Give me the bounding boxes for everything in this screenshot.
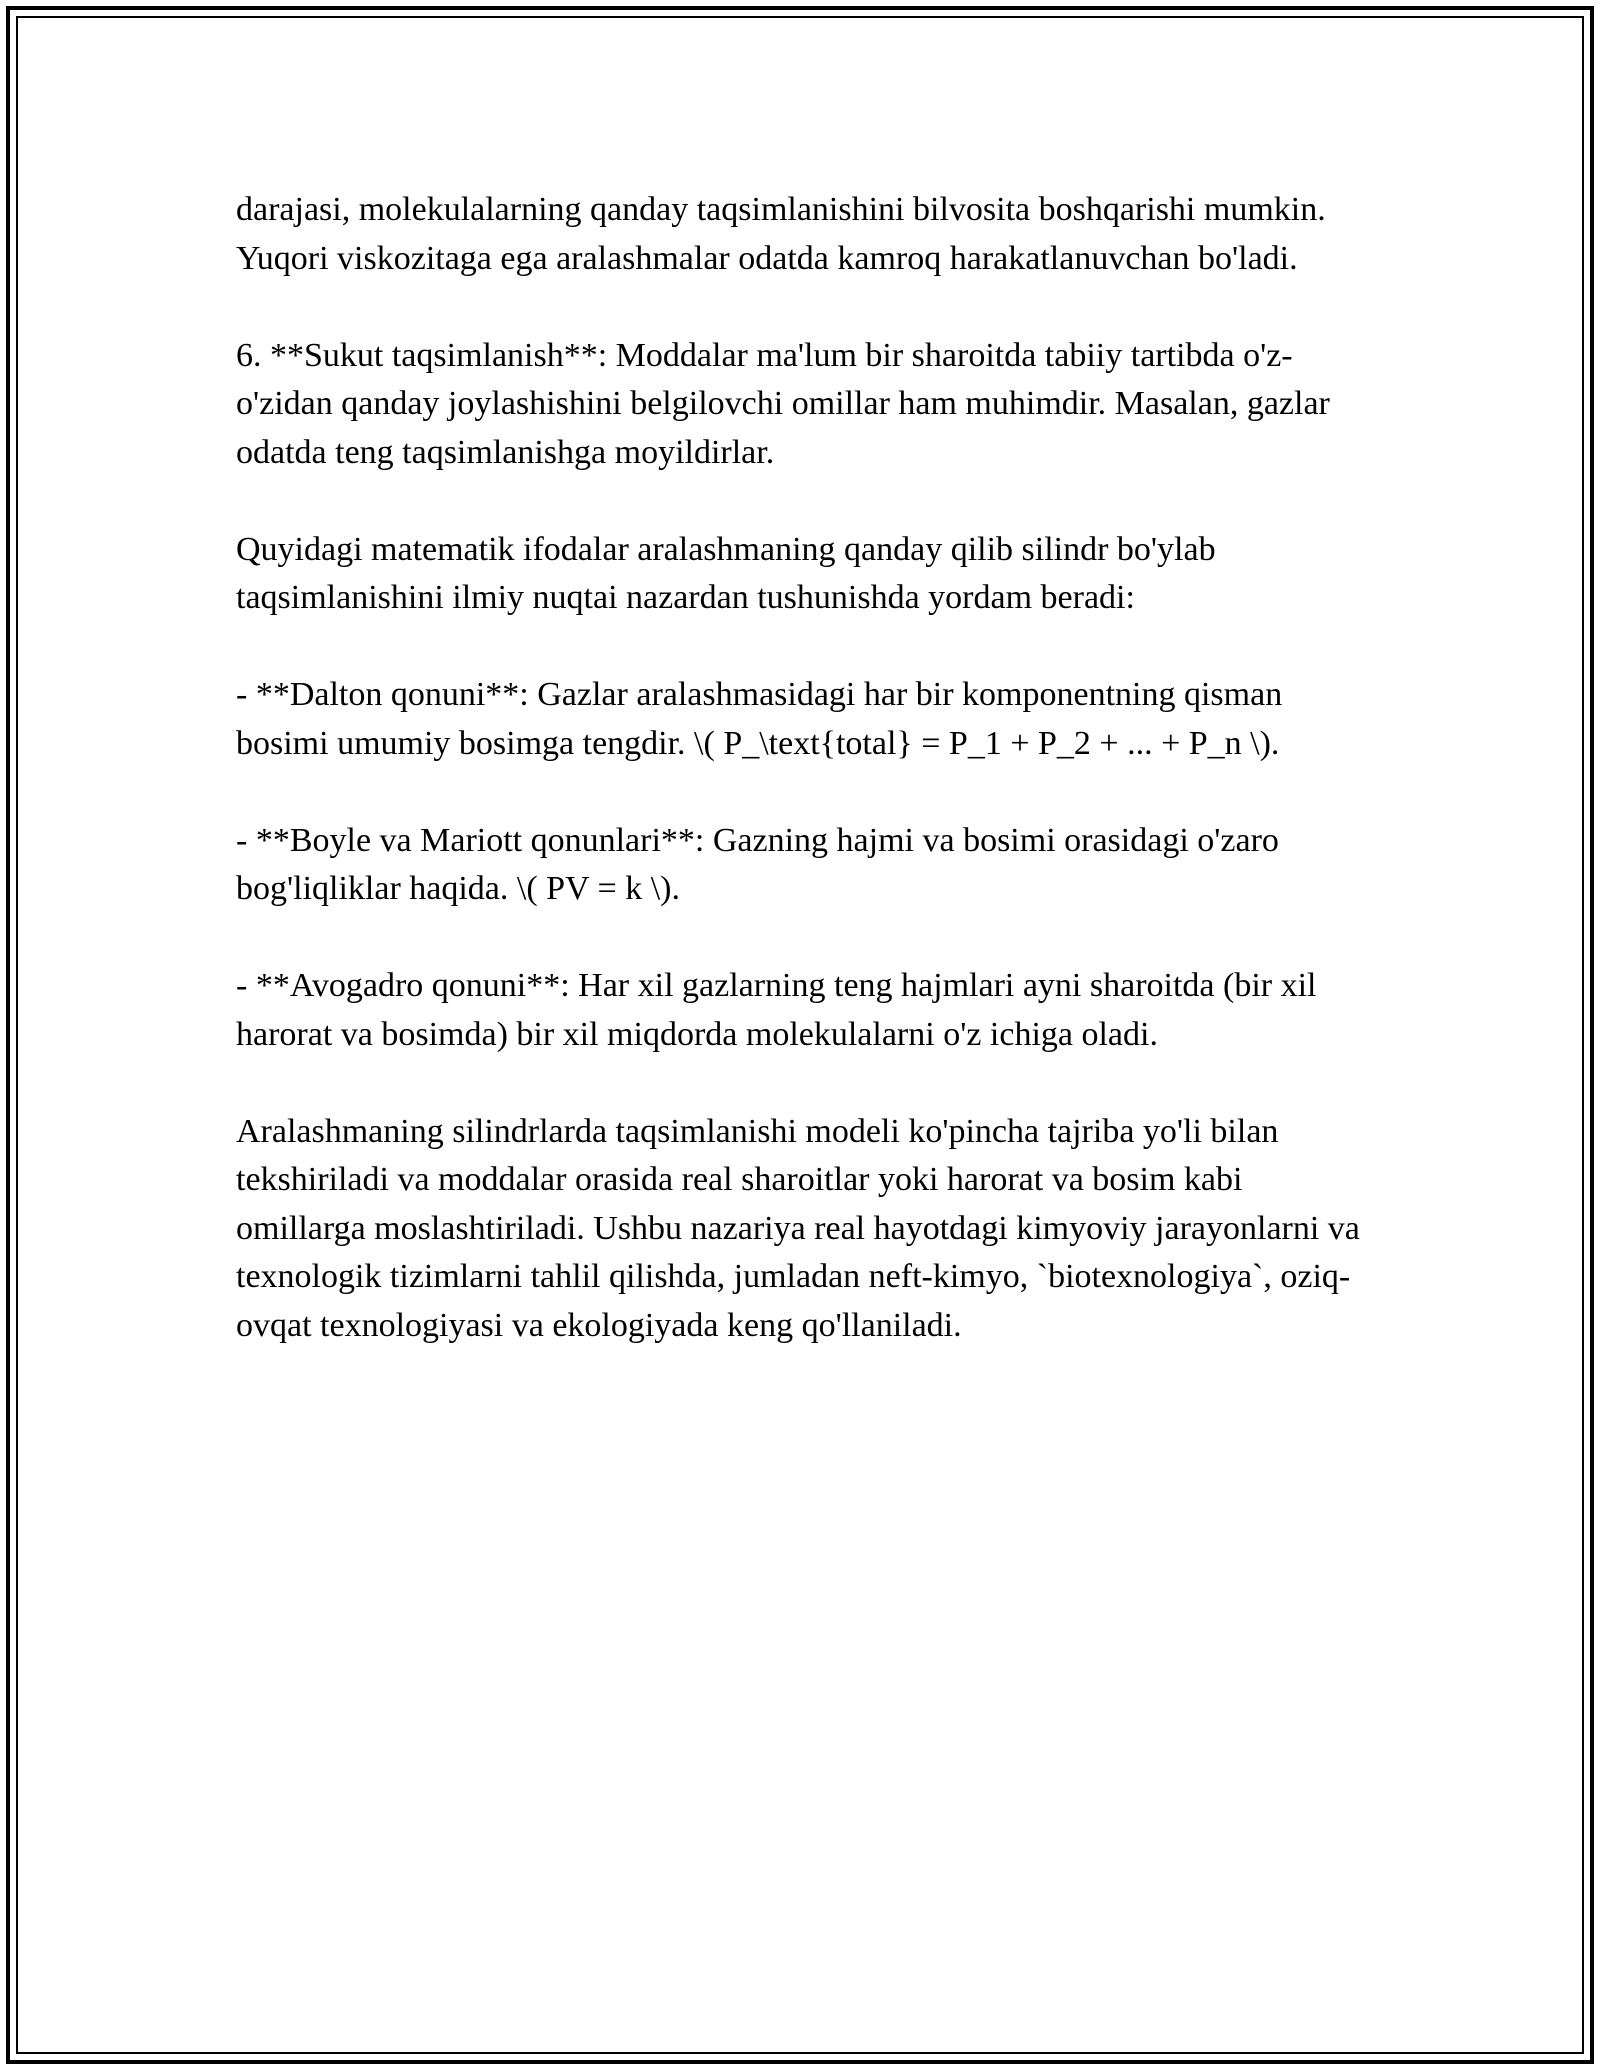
paragraph-dalton-law: - **Dalton qonuni**: Gazlar aralashmasidagi har bir komponentning qisman bosimi umumiy bosimga tengdir. \( P_\text{total} = P_1 + P_2 + ... + P_n \). (236, 676, 1283, 762)
paragraph-math-intro: Quyidagi matematik ifodalar aralashmaning qanday qilib silindr bo'ylab taqsimlanishini ilmiy nuqtai nazardan tushunishda yordam beradi: (236, 530, 1216, 616)
paragraph-avogadro-law: - **Avogadro qonuni**: Har xil gazlarning teng hajmlari ayni sharoitda (bir xil harorat va bosimda) bir xil miqdorda molekulalarni o'z ichiga oladi. (236, 967, 1317, 1053)
paragraph-conclusion: Aralashmaning silindrlarda taqsimlanishi modeli ko'pincha tajriba yo'li bilan tekshiriladi va moddalar orasida real sharoitlar yoki harorat va bosim kabi omillarga moslashtiriladi. Ushbu nazariya real hayotdagi kimyoviy jarayonlarni va texnologik tizimlarni tahlil qilishda, jumladan neft-kimyo, `biotexnologiya`, oziq-ovqat texnologiyasi va ekologiyada keng qo'llaniladi. (236, 1112, 1360, 1344)
document-body (236, 186, 1376, 1399)
paragraph-boyle-mariotte-law: - **Boyle va Mariott qonunlari**: Gazning hajmi va bosimi orasidagi o'zaro bog'liqliklar haqida. \( PV = k \). (236, 821, 1279, 907)
paragraph-viscosity-continuation: darajasi, molekulalarning qanday taqsimlanishini bilvosita boshqarishi mumkin. Yuqori viskozitaga ega aralashmalar odatda kamroq harakatlanuvchan bo'ladi. (236, 191, 1326, 277)
paragraph-default-distribution: 6. **Sukut taqsimlanish**: Moddalar ma'lum bir sharoitda tabiiy tartibda o'z-o'zidan qanday joylashishini belgilovchi omillar ham muhimdir. Masalan, gazlar odatda teng taqsimlanishga moyildirlar. (236, 336, 1330, 471)
